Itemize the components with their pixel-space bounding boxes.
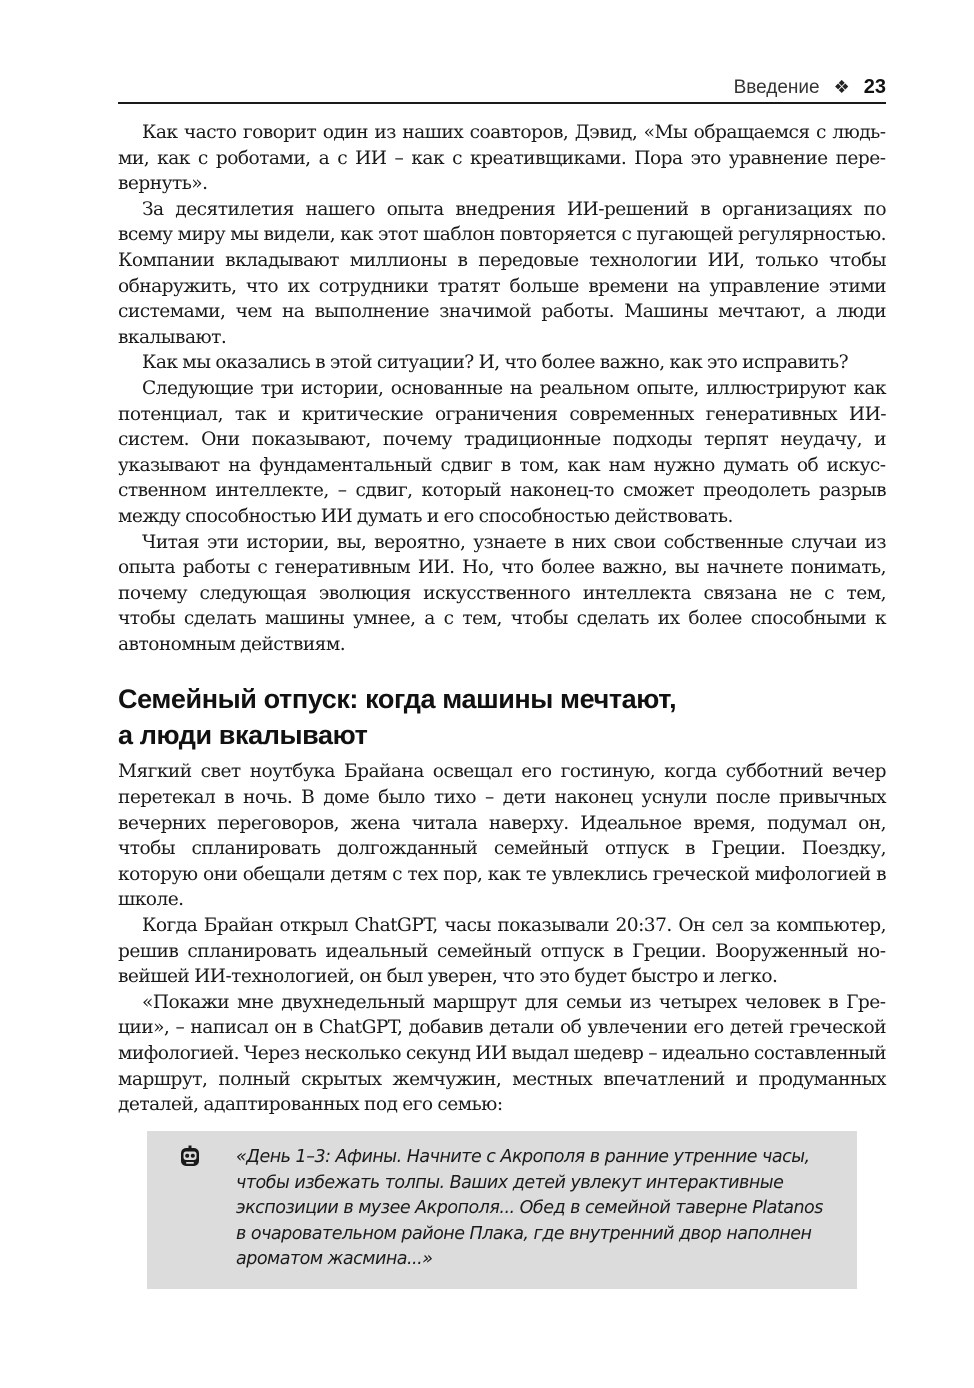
section-heading-line-2: а люди вкалывают: [118, 720, 368, 751]
ai-response-text: «День 1–3: Афины. Начните с Акрополя в ранние утренние часы, чтобы избежать толпы. Ваших детей увлекут интерактивные экспозиции в музее Акрополя... Обед в семейной таверне Platanos в очаровательном районе Плака, где внутренний двор наполнен ароматом жасмина...»: [236, 1147, 823, 1270]
body-paragraph: Когда Брайан открыл ChatGPT, часы показывали 20:37. Он сел за компьютер, решив спланировать идеальный семейный отпуск в Греции. Вооруженный новейшей ИИ-технологией, он был уверен, что это будет быстро и легко.: [118, 915, 886, 988]
page-body: [118, 120, 886, 1118]
running-head-right: [734, 76, 886, 99]
ornament-icon: ❖: [833, 77, 850, 97]
robot-icon: [179, 1145, 201, 1169]
running-head: [118, 76, 886, 104]
running-head-section: Введение: [733, 77, 820, 98]
section-heading-line-1: Семейный отпуск: когда машины мечтают,: [118, 684, 677, 715]
body-paragraph: Как мы оказались в этой ситуации? И, что более важно, как это исправить?: [142, 352, 849, 374]
section-heading: [118, 681, 886, 753]
ai-response-callout: [147, 1131, 857, 1289]
body-paragraph: Мягкий свет ноутбука Брайана освещал его гостиную, когда субботний вечер перетекал в ночь. В доме было тихо – дети наконец уснули после привычных вечерних переговоров, жена читала наверху. Идеальное время, подумал он, чтобы спланировать долгожданный семейный отпуск в Греции. Поездку, которую они обещали детям с тех пор, как те увлеклись греческой мифологией в школе.: [118, 761, 886, 911]
body-paragraph: Читая эти истории, вы, вероятно, узнаете в них свои собственные случаи из опыта работы с генеративным ИИ. Но, что более важно, вы начнете понимать, почему следующая эволюция искусственного интеллекта связана не с тем, чтобы сделать машины умнее, а с тем, чтобы сделать их более способными к автономным действиям.: [118, 531, 886, 655]
page-number: 23: [863, 76, 886, 98]
body-paragraph: «Покажи мне двухнедельный маршрут для семьи из четырех человек в Греции», – написал он в ChatGPT, добавив детали об увлечении его детей греческой мифологией. Через несколько секунд ИИ выдал шедевр – идеально составленный маршрут, полный скрытых жемчужин, местных впечатлений и продуманных деталей, адаптированных под его семью:: [118, 991, 886, 1116]
body-paragraph: Как часто говорит один из наших соавторов, Дэвид, «Мы обращаемся с людьми, как с роботами, а с ИИ – как с креативщиками. Пора это уравнение перевернуть».: [118, 122, 886, 195]
body-paragraph: Следующие три истории, основанные на реальном опыте, иллюстрируют как потенциал, так и критические ограничения современных генеративных ИИ-систем. Они показывают, почему традиционные подходы терпят неудачу, и указывают на фундаментальный сдвиг в том, как нам нужно думать об искусственном интеллекте, – сдвиг, который наконец-то сможет преодолеть разрыв между способностью ИИ думать и его способностью действовать.: [118, 377, 886, 527]
body-paragraph: За десятилетия нашего опыта внедрения ИИ-решений в организациях по всему миру мы видели, как этот шаблон повторяется с пугающей регулярностью. Компании вкладывают миллионы в передовые технологии ИИ, только чтобы обнаружить, что их сотрудники тратят больше времени на управление этими системами, чем на выполнение значимой работы. Машины мечтают, а люди вкалывают.: [118, 198, 886, 348]
